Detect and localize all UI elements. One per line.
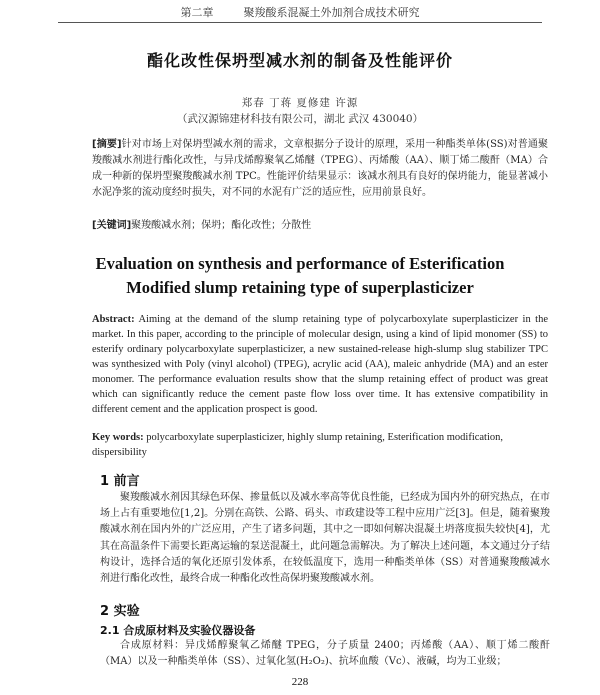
title-en-line1: Evaluation on synthesis and performance of Esterification	[95, 254, 505, 273]
keywords-cn-text: 聚羧酸减水剂；保坍；酯化改性；分散性	[131, 220, 312, 231]
abstract-cn	[92, 137, 548, 201]
running-head-chapter: 第二章	[180, 6, 214, 19]
section1-paragraph: 聚羧酸减水剂因其绿色环保、掺量低以及减水率高等优良性能，已经成为国内外的研究热点，在市场上占有重要地位[1,2]。分别在高铁、公路、码头、市政建设等工程中应用广泛[3]。但是，随着聚羧酸减水剂在国内外的广泛应用，产生了诸多问题，其中之一即如何解决混凝土坍落度损失较快[4]，尤其在高温条件下需要长距离运输的泵送混凝土，此问题急需解决。为了解决上述问题，本文通过分子结构设计，选择合适的氧化还原引发体系，在较低温度下，选用一种酯类单体（SS）对普通聚羧酸减水剂进行酯化改性，最终合成一种酯化改性高保坍聚羧酸减水剂。	[100, 492, 550, 585]
section2-1-heading: 2.1 合成原材料及实验仪器设备	[100, 624, 256, 637]
section2-heading: 2 实验	[100, 604, 140, 619]
running-head	[58, 2, 542, 23]
affiliation: （武汉源锦建材科技有限公司，湖北 武汉 430040）	[176, 113, 424, 125]
abstract-en-text: Aiming at the demand of the slump retaining type of polycarboxylate superplasticizer in the market. In this paper, according to the principle of molecular design, using a kind of lipid monomer (SS) to esterify ordinary polycarboxylate superplasticizer, a new sustained-release high-slump slug stabilizer TPC was synthesized with Poly (vinyl alcohol) (TPEG), acrylic acid (AA), maleic anhydride (MA) and an ester monomer. The performance evaluation results show that the slump retaining effect of product was great which can significantly reduce the cement paste flow loss over time. It has extensive compatibility in different cement and the application prospect is good.	[92, 314, 548, 415]
title-en-line2: Modified slump retaining type of superplasticizer	[126, 278, 474, 297]
keywords-en	[92, 430, 548, 460]
keywords-en-label: Key words:	[92, 432, 144, 443]
title-en	[60, 252, 540, 300]
abstract-cn-text: 针对市场上对保坍型减水剂的需求，文章根据分子设计的原理，采用一种酯类单体(SS)对普通聚羧酸减水剂进行酯化改性，与异戊烯醇聚氧乙烯醚（TPEG）、丙烯酸（AA）、顺丁烯二酸酐（MA）合成一种新的保坍型聚羧酸减水剂 TPC。性能评价结果显示：该减水剂具有良好的保坍能力，能显著减小水泥净浆的流动度经时损失，对不同的水泥有广泛的适应性，应用前景良好。	[92, 139, 549, 198]
abstract-cn-label: [摘要]	[92, 139, 122, 150]
abstract-en-label: Abstract:	[92, 314, 135, 325]
title-cn: 酯化改性保坍型减水剂的制备及性能评价	[146, 51, 453, 70]
page-number: 228	[291, 676, 309, 688]
keywords-en-text: polycarboxylate superplasticizer, highly slump retaining, Esterification modification, dispersibility	[92, 432, 504, 458]
section2-1-paragraph: 合成原材料：异戊烯醇聚氧乙烯醚 TPEG，分子质量 2400；丙烯酸（AA）、顺丁烯二酸酐（MA）以及一种酯类单体（SS）、过氧化氢(H₂O₂)、抗坏血酸（Vc）、液碱，均为工业级；	[100, 640, 550, 668]
keywords-cn	[92, 218, 548, 234]
abstract-en	[92, 312, 548, 417]
running-head-section: 聚羧酸系混凝土外加剂合成技术研究	[243, 6, 420, 19]
keywords-cn-label: [关键词]	[92, 220, 132, 231]
authors: 郑春 丁蒋 夏修建 许源	[241, 97, 359, 109]
section1-heading: 1 前言	[100, 474, 140, 489]
